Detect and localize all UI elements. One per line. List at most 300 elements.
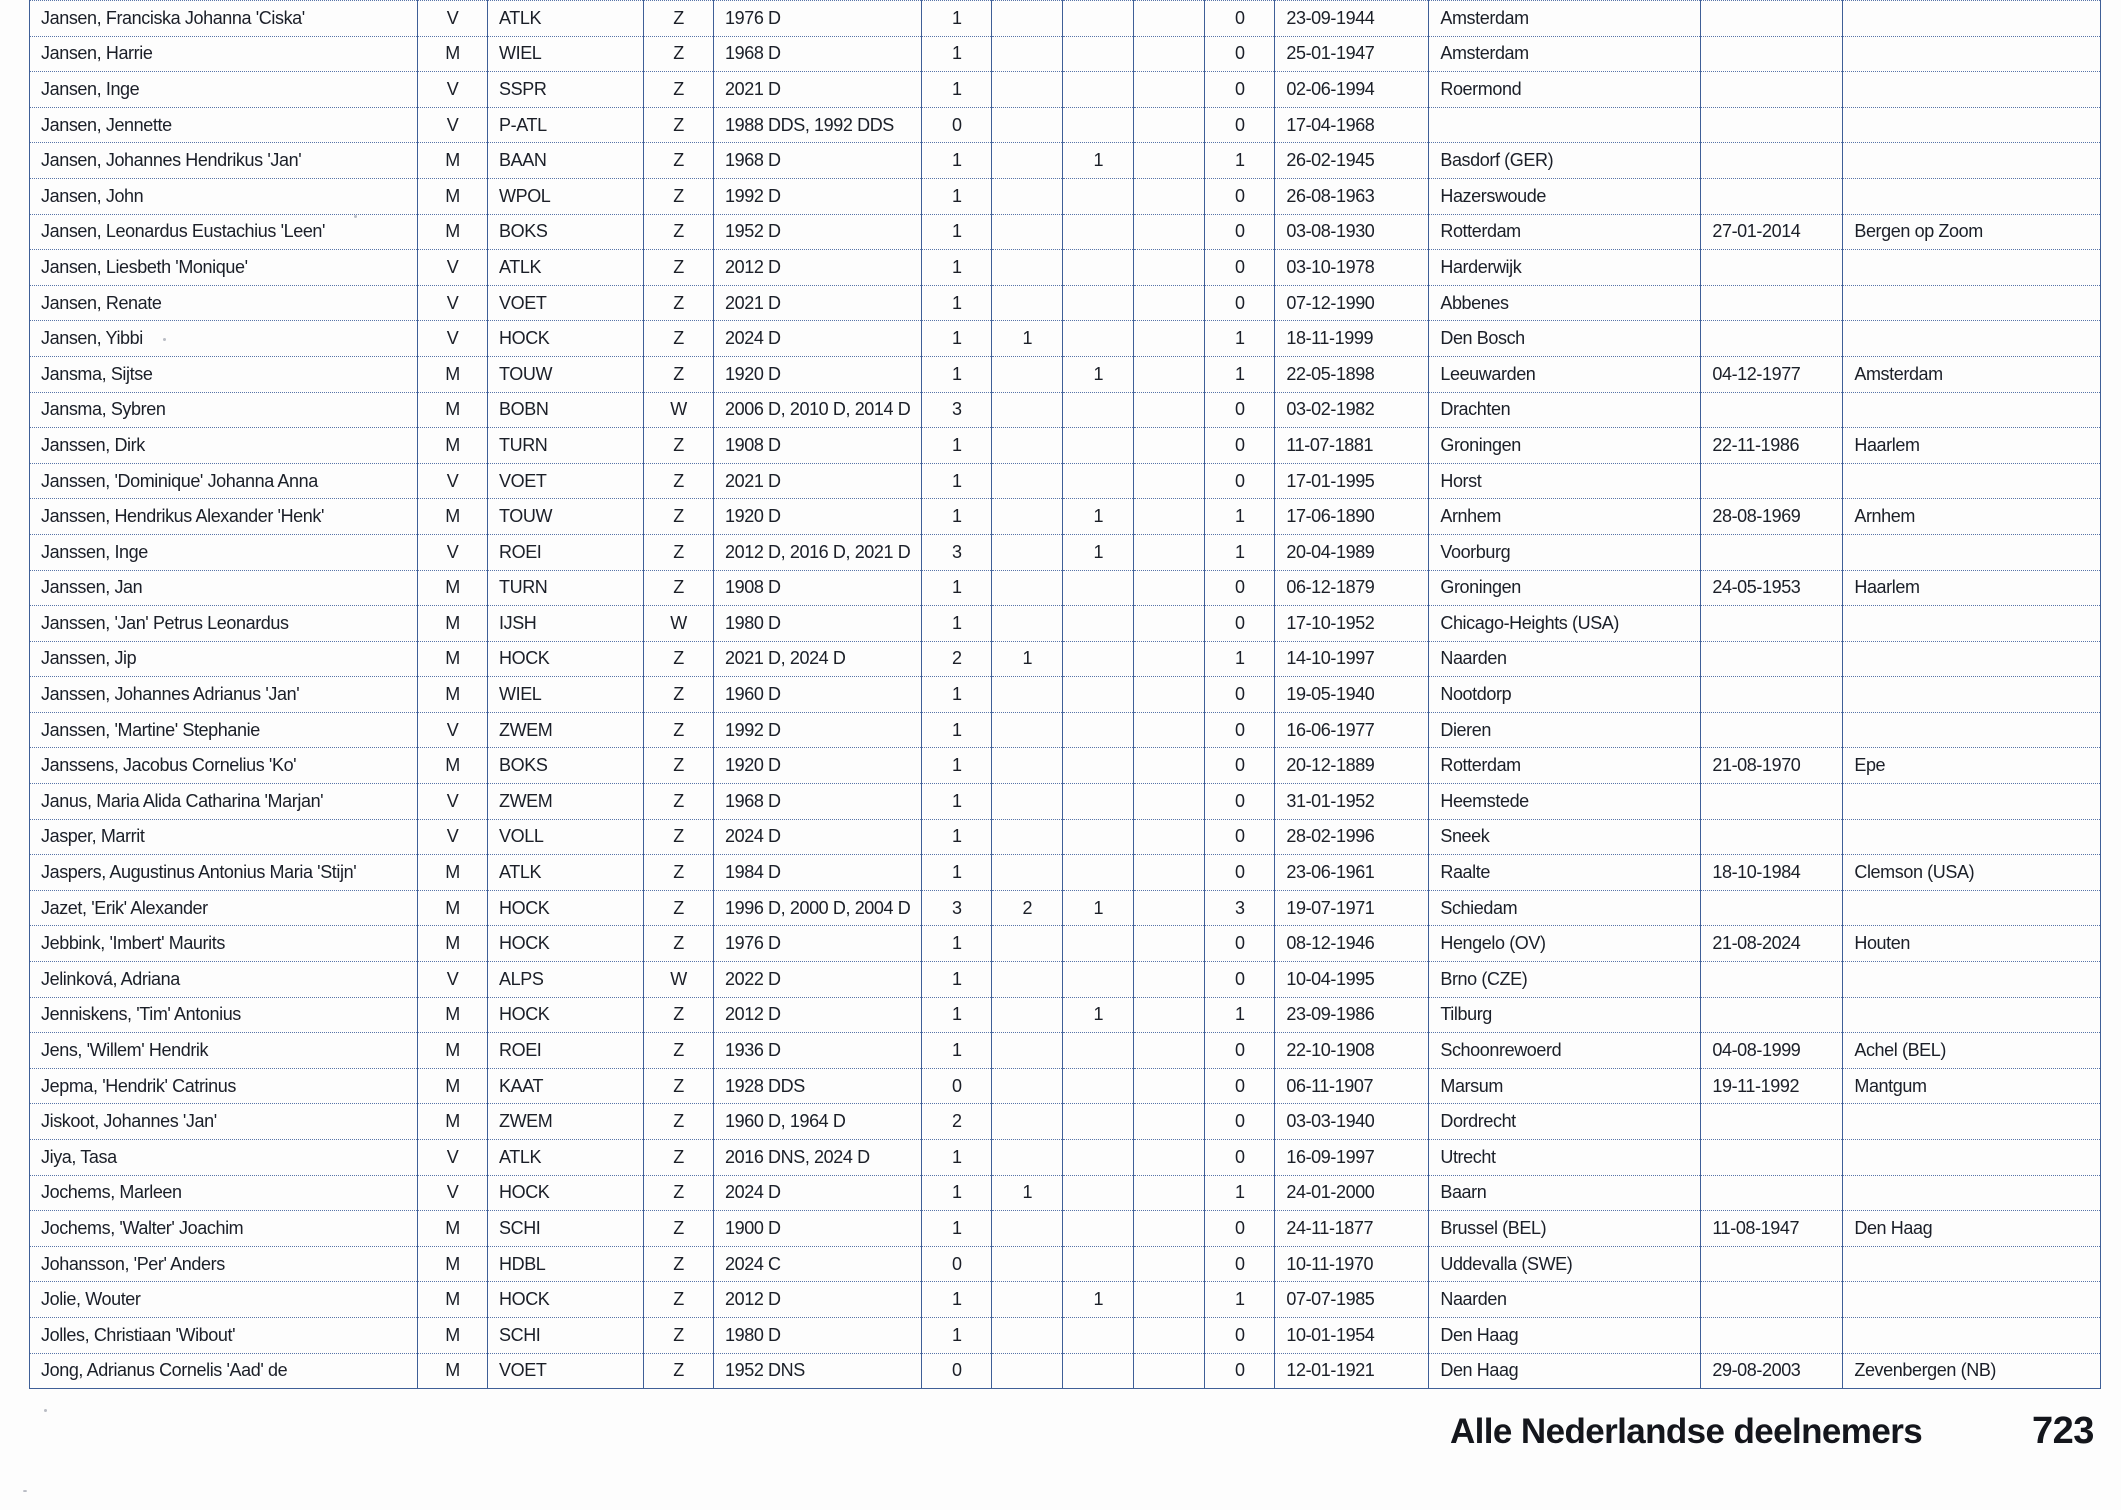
- bronze-cell: [1134, 570, 1205, 606]
- season-cell: Z: [644, 1104, 714, 1140]
- gender-cell: M: [418, 499, 488, 535]
- death-date-cell: [1701, 463, 1843, 499]
- sport-cell: SCHI: [488, 1317, 644, 1353]
- medal-total-cell: 0: [1205, 1246, 1275, 1282]
- season-cell: Z: [644, 178, 714, 214]
- gold-cell: [992, 1033, 1063, 1069]
- participations-cell: 1: [922, 606, 992, 642]
- birth-date-cell: 26-02-1945: [1275, 143, 1429, 179]
- participations-cell: 1: [922, 214, 992, 250]
- gender-cell: M: [418, 570, 488, 606]
- gold-cell: 1: [992, 1175, 1063, 1211]
- medal-total-cell: 1: [1205, 499, 1275, 535]
- medal-total-cell: 0: [1205, 1, 1275, 37]
- scan-speck: [23, 1490, 27, 1492]
- birth-date-cell: 08-12-1946: [1275, 926, 1429, 962]
- birth-date-cell: 23-09-1944: [1275, 1, 1429, 37]
- bronze-cell: [1134, 1068, 1205, 1104]
- death-date-cell: [1701, 321, 1843, 357]
- season-cell: Z: [644, 570, 714, 606]
- death-place-cell: [1843, 36, 2101, 72]
- silver-cell: [1063, 1140, 1134, 1176]
- name-cell: Janssen, Hendrikus Alexander 'Henk': [30, 499, 418, 535]
- sport-cell: HOCK: [488, 1282, 644, 1318]
- gold-cell: [992, 285, 1063, 321]
- gender-cell: M: [418, 214, 488, 250]
- name-cell: Jansen, Johannes Hendrikus 'Jan': [30, 143, 418, 179]
- medal-total-cell: 0: [1205, 178, 1275, 214]
- name-cell: Janssen, Inge: [30, 534, 418, 570]
- games-cell: 1908 D: [714, 428, 922, 464]
- silver-cell: [1063, 1353, 1134, 1389]
- gold-cell: [992, 107, 1063, 143]
- bronze-cell: [1134, 712, 1205, 748]
- bronze-cell: [1134, 855, 1205, 891]
- gender-cell: M: [418, 1317, 488, 1353]
- death-date-cell: [1701, 784, 1843, 820]
- name-cell: Jansma, Sijtse: [30, 356, 418, 392]
- bronze-cell: [1134, 962, 1205, 998]
- season-cell: Z: [644, 356, 714, 392]
- death-date-cell: [1701, 1140, 1843, 1176]
- table-row: [30, 1317, 2101, 1353]
- table-row: [30, 1, 2101, 37]
- gold-cell: [992, 819, 1063, 855]
- name-cell: Jaspers, Augustinus Antonius Maria 'Stijn': [30, 855, 418, 891]
- birth-place-cell: Naarden: [1429, 641, 1701, 677]
- games-cell: 2012 D: [714, 997, 922, 1033]
- birth-date-cell: 24-01-2000: [1275, 1175, 1429, 1211]
- silver-cell: 1: [1063, 143, 1134, 179]
- name-cell: Jazet, 'Erik' Alexander: [30, 890, 418, 926]
- sport-cell: TURN: [488, 570, 644, 606]
- sport-cell: HOCK: [488, 997, 644, 1033]
- bronze-cell: [1134, 36, 1205, 72]
- bronze-cell: [1134, 926, 1205, 962]
- games-cell: 1920 D: [714, 356, 922, 392]
- gender-cell: V: [418, 962, 488, 998]
- birth-place-cell: Marsum: [1429, 1068, 1701, 1104]
- death-place-cell: [1843, 321, 2101, 357]
- sport-cell: ZWEM: [488, 712, 644, 748]
- sport-cell: ATLK: [488, 1140, 644, 1176]
- gender-cell: V: [418, 463, 488, 499]
- participations-cell: 1: [922, 356, 992, 392]
- death-place-cell: [1843, 178, 2101, 214]
- death-date-cell: [1701, 534, 1843, 570]
- gold-cell: 1: [992, 321, 1063, 357]
- table-row: [30, 819, 2101, 855]
- table-row: [30, 1104, 2101, 1140]
- sport-cell: ALPS: [488, 962, 644, 998]
- bronze-cell: [1134, 1033, 1205, 1069]
- birth-date-cell: 18-11-1999: [1275, 321, 1429, 357]
- season-cell: Z: [644, 499, 714, 535]
- gender-cell: M: [418, 1211, 488, 1247]
- name-cell: Jong, Adrianus Cornelis 'Aad' de: [30, 1353, 418, 1389]
- name-cell: Janssen, 'Jan' Petrus Leonardus: [30, 606, 418, 642]
- medal-total-cell: 1: [1205, 997, 1275, 1033]
- birth-place-cell: Schiedam: [1429, 890, 1701, 926]
- bronze-cell: [1134, 72, 1205, 108]
- gold-cell: 1: [992, 641, 1063, 677]
- medal-total-cell: 0: [1205, 712, 1275, 748]
- games-cell: 2024 D: [714, 1175, 922, 1211]
- silver-cell: [1063, 178, 1134, 214]
- sport-cell: ATLK: [488, 250, 644, 286]
- name-cell: Janssen, Dirk: [30, 428, 418, 464]
- death-place-cell: Zevenbergen (NB): [1843, 1353, 2101, 1389]
- birth-date-cell: 20-04-1989: [1275, 534, 1429, 570]
- season-cell: Z: [644, 677, 714, 713]
- name-cell: Jansma, Sybren: [30, 392, 418, 428]
- name-cell: Jansen, Harrie: [30, 36, 418, 72]
- birth-date-cell: 03-02-1982: [1275, 392, 1429, 428]
- bronze-cell: [1134, 250, 1205, 286]
- birth-date-cell: 23-09-1986: [1275, 997, 1429, 1033]
- birth-place-cell: Nootdorp: [1429, 677, 1701, 713]
- gold-cell: [992, 997, 1063, 1033]
- birth-date-cell: 19-05-1940: [1275, 677, 1429, 713]
- silver-cell: [1063, 819, 1134, 855]
- season-cell: Z: [644, 1140, 714, 1176]
- name-cell: Jansen, Jennette: [30, 107, 418, 143]
- medal-total-cell: 0: [1205, 1033, 1275, 1069]
- birth-date-cell: 07-12-1990: [1275, 285, 1429, 321]
- death-date-cell: [1701, 36, 1843, 72]
- death-place-cell: Den Haag: [1843, 1211, 2101, 1247]
- death-date-cell: [1701, 641, 1843, 677]
- medal-total-cell: 0: [1205, 250, 1275, 286]
- season-cell: Z: [644, 1282, 714, 1318]
- gender-cell: M: [418, 178, 488, 214]
- gender-cell: M: [418, 1282, 488, 1318]
- birth-place-cell: Groningen: [1429, 428, 1701, 464]
- sport-cell: ZWEM: [488, 1104, 644, 1140]
- medal-total-cell: 0: [1205, 72, 1275, 108]
- sport-cell: IJSH: [488, 606, 644, 642]
- silver-cell: 1: [1063, 356, 1134, 392]
- season-cell: W: [644, 392, 714, 428]
- games-cell: 2024 C: [714, 1246, 922, 1282]
- sport-cell: ROEI: [488, 534, 644, 570]
- silver-cell: [1063, 1317, 1134, 1353]
- bronze-cell: [1134, 748, 1205, 784]
- games-cell: 2021 D: [714, 72, 922, 108]
- birth-place-cell: Dieren: [1429, 712, 1701, 748]
- birth-date-cell: 28-02-1996: [1275, 819, 1429, 855]
- gender-cell: V: [418, 712, 488, 748]
- sport-cell: TOUW: [488, 499, 644, 535]
- gold-cell: [992, 748, 1063, 784]
- death-place-cell: [1843, 677, 2101, 713]
- death-date-cell: [1701, 1317, 1843, 1353]
- participations-cell: 2: [922, 641, 992, 677]
- participations-cell: 1: [922, 1211, 992, 1247]
- gold-cell: [992, 499, 1063, 535]
- medal-total-cell: 0: [1205, 1068, 1275, 1104]
- birth-date-cell: 10-01-1954: [1275, 1317, 1429, 1353]
- season-cell: Z: [644, 321, 714, 357]
- games-cell: 2024 D: [714, 819, 922, 855]
- silver-cell: 1: [1063, 499, 1134, 535]
- table-row: [30, 285, 2101, 321]
- death-place-cell: Haarlem: [1843, 428, 2101, 464]
- page-number: 723: [2032, 1410, 2094, 1452]
- death-date-cell: [1701, 1175, 1843, 1211]
- gender-cell: V: [418, 321, 488, 357]
- games-cell: 1952 D: [714, 214, 922, 250]
- table-row: [30, 677, 2101, 713]
- birth-date-cell: 17-04-1968: [1275, 107, 1429, 143]
- birth-place-cell: Brussel (BEL): [1429, 1211, 1701, 1247]
- gold-cell: [992, 677, 1063, 713]
- bronze-cell: [1134, 890, 1205, 926]
- season-cell: Z: [644, 285, 714, 321]
- sport-cell: BOKS: [488, 214, 644, 250]
- medal-total-cell: 0: [1205, 463, 1275, 499]
- silver-cell: 1: [1063, 1282, 1134, 1318]
- participations-cell: 3: [922, 392, 992, 428]
- gold-cell: [992, 356, 1063, 392]
- bronze-cell: [1134, 214, 1205, 250]
- season-cell: Z: [644, 926, 714, 962]
- sport-cell: ROEI: [488, 1033, 644, 1069]
- table-row: [30, 392, 2101, 428]
- medal-total-cell: 0: [1205, 285, 1275, 321]
- silver-cell: [1063, 1068, 1134, 1104]
- death-place-cell: [1843, 890, 2101, 926]
- name-cell: Janus, Maria Alida Catharina 'Marjan': [30, 784, 418, 820]
- death-date-cell: 04-12-1977: [1701, 356, 1843, 392]
- season-cell: Z: [644, 712, 714, 748]
- season-cell: Z: [644, 819, 714, 855]
- participations-cell: 0: [922, 1353, 992, 1389]
- death-date-cell: 11-08-1947: [1701, 1211, 1843, 1247]
- table-row: [30, 178, 2101, 214]
- bronze-cell: [1134, 356, 1205, 392]
- gender-cell: M: [418, 1353, 488, 1389]
- birth-place-cell: Horst: [1429, 463, 1701, 499]
- season-cell: Z: [644, 641, 714, 677]
- sport-cell: HOCK: [488, 321, 644, 357]
- medal-total-cell: 0: [1205, 1211, 1275, 1247]
- table-row: [30, 356, 2101, 392]
- death-date-cell: [1701, 250, 1843, 286]
- season-cell: Z: [644, 1, 714, 37]
- gold-cell: [992, 392, 1063, 428]
- birth-place-cell: Baarn: [1429, 1175, 1701, 1211]
- death-date-cell: 21-08-1970: [1701, 748, 1843, 784]
- bronze-cell: [1134, 997, 1205, 1033]
- sport-cell: HOCK: [488, 1175, 644, 1211]
- name-cell: Jenniskens, 'Tim' Antonius: [30, 997, 418, 1033]
- gold-cell: [992, 214, 1063, 250]
- death-date-cell: [1701, 285, 1843, 321]
- silver-cell: [1063, 428, 1134, 464]
- games-cell: 2024 D: [714, 321, 922, 357]
- silver-cell: [1063, 570, 1134, 606]
- birth-date-cell: 03-08-1930: [1275, 214, 1429, 250]
- season-cell: Z: [644, 855, 714, 891]
- birth-place-cell: Chicago-Heights (USA): [1429, 606, 1701, 642]
- medal-total-cell: 0: [1205, 606, 1275, 642]
- name-cell: Jochems, Marleen: [30, 1175, 418, 1211]
- gold-cell: [992, 1140, 1063, 1176]
- season-cell: Z: [644, 72, 714, 108]
- bronze-cell: [1134, 321, 1205, 357]
- participations-cell: 1: [922, 997, 992, 1033]
- medal-total-cell: 0: [1205, 214, 1275, 250]
- gold-cell: [992, 1282, 1063, 1318]
- table-row: [30, 712, 2101, 748]
- death-place-cell: [1843, 72, 2101, 108]
- silver-cell: [1063, 784, 1134, 820]
- games-cell: 1968 D: [714, 784, 922, 820]
- gold-cell: [992, 428, 1063, 464]
- death-date-cell: 04-08-1999: [1701, 1033, 1843, 1069]
- participations-cell: 2: [922, 1104, 992, 1140]
- death-place-cell: [1843, 1175, 2101, 1211]
- birth-place-cell: Amsterdam: [1429, 1, 1701, 37]
- games-cell: 1980 D: [714, 1317, 922, 1353]
- season-cell: Z: [644, 107, 714, 143]
- birth-place-cell: Naarden: [1429, 1282, 1701, 1318]
- gender-cell: M: [418, 641, 488, 677]
- death-place-cell: Houten: [1843, 926, 2101, 962]
- birth-date-cell: 16-09-1997: [1275, 1140, 1429, 1176]
- silver-cell: 1: [1063, 997, 1134, 1033]
- name-cell: Jiya, Tasa: [30, 1140, 418, 1176]
- silver-cell: [1063, 1246, 1134, 1282]
- name-cell: Jansen, Yibbi: [30, 321, 418, 357]
- sport-cell: HOCK: [488, 926, 644, 962]
- death-date-cell: 22-11-1986: [1701, 428, 1843, 464]
- death-place-cell: [1843, 463, 2101, 499]
- silver-cell: 1: [1063, 534, 1134, 570]
- death-date-cell: 18-10-1984: [1701, 855, 1843, 891]
- season-cell: Z: [644, 36, 714, 72]
- sport-cell: WPOL: [488, 178, 644, 214]
- gold-cell: [992, 1104, 1063, 1140]
- season-cell: Z: [644, 890, 714, 926]
- silver-cell: [1063, 641, 1134, 677]
- birth-date-cell: 26-08-1963: [1275, 178, 1429, 214]
- sport-cell: HOCK: [488, 641, 644, 677]
- participations-cell: 1: [922, 1282, 992, 1318]
- bronze-cell: [1134, 677, 1205, 713]
- medal-total-cell: 3: [1205, 890, 1275, 926]
- death-date-cell: [1701, 890, 1843, 926]
- birth-place-cell: Den Haag: [1429, 1353, 1701, 1389]
- bronze-cell: [1134, 285, 1205, 321]
- birth-place-cell: Roermond: [1429, 72, 1701, 108]
- games-cell: 2012 D: [714, 250, 922, 286]
- gender-cell: V: [418, 534, 488, 570]
- birth-place-cell: Hazerswoude: [1429, 178, 1701, 214]
- death-date-cell: [1701, 1282, 1843, 1318]
- table-row: [30, 499, 2101, 535]
- name-cell: Johansson, 'Per' Anders: [30, 1246, 418, 1282]
- table-row: [30, 428, 2101, 464]
- sport-cell: BAAN: [488, 143, 644, 179]
- silver-cell: [1063, 712, 1134, 748]
- participations-cell: 1: [922, 962, 992, 998]
- name-cell: Jansen, Renate: [30, 285, 418, 321]
- birth-date-cell: 06-11-1907: [1275, 1068, 1429, 1104]
- gold-cell: [992, 36, 1063, 72]
- gender-cell: M: [418, 1033, 488, 1069]
- death-date-cell: [1701, 178, 1843, 214]
- bronze-cell: [1134, 641, 1205, 677]
- sport-cell: HDBL: [488, 1246, 644, 1282]
- gender-cell: M: [418, 356, 488, 392]
- silver-cell: [1063, 1104, 1134, 1140]
- death-place-cell: Amsterdam: [1843, 356, 2101, 392]
- death-place-cell: [1843, 712, 2101, 748]
- birth-date-cell: 23-06-1961: [1275, 855, 1429, 891]
- name-cell: Jepma, 'Hendrik' Catrinus: [30, 1068, 418, 1104]
- games-cell: 2021 D: [714, 285, 922, 321]
- bronze-cell: [1134, 1211, 1205, 1247]
- death-place-cell: [1843, 784, 2101, 820]
- death-date-cell: [1701, 392, 1843, 428]
- medal-total-cell: 1: [1205, 1282, 1275, 1318]
- gold-cell: [992, 1211, 1063, 1247]
- medal-total-cell: 0: [1205, 36, 1275, 72]
- death-place-cell: Epe: [1843, 748, 2101, 784]
- participations-cell: 1: [922, 72, 992, 108]
- participations-cell: 1: [922, 36, 992, 72]
- birth-date-cell: 17-06-1890: [1275, 499, 1429, 535]
- name-cell: Jelinková, Adriana: [30, 962, 418, 998]
- name-cell: Jansen, Franciska Johanna 'Ciska': [30, 1, 418, 37]
- participations-cell: 1: [922, 819, 992, 855]
- table-row: [30, 748, 2101, 784]
- silver-cell: [1063, 36, 1134, 72]
- medal-total-cell: 0: [1205, 748, 1275, 784]
- death-date-cell: 29-08-2003: [1701, 1353, 1843, 1389]
- birth-date-cell: 10-11-1970: [1275, 1246, 1429, 1282]
- table-row: [30, 962, 2101, 998]
- season-cell: Z: [644, 463, 714, 499]
- gold-cell: [992, 570, 1063, 606]
- participations-cell: 1: [922, 178, 992, 214]
- bronze-cell: [1134, 392, 1205, 428]
- name-cell: Jens, 'Willem' Hendrik: [30, 1033, 418, 1069]
- footer-title: Alle Nederlandse deelnemers: [1450, 1412, 1923, 1451]
- birth-date-cell: 07-07-1985: [1275, 1282, 1429, 1318]
- medal-total-cell: 1: [1205, 534, 1275, 570]
- games-cell: 1996 D, 2000 D, 2004 D: [714, 890, 922, 926]
- death-place-cell: [1843, 819, 2101, 855]
- birth-place-cell: Utrecht: [1429, 1140, 1701, 1176]
- medal-total-cell: 1: [1205, 641, 1275, 677]
- death-date-cell: [1701, 712, 1843, 748]
- sport-cell: TOUW: [488, 356, 644, 392]
- gold-cell: [992, 534, 1063, 570]
- death-place-cell: [1843, 285, 2101, 321]
- table-row: [30, 214, 2101, 250]
- birth-place-cell: Den Bosch: [1429, 321, 1701, 357]
- season-cell: Z: [644, 428, 714, 464]
- death-date-cell: [1701, 143, 1843, 179]
- bronze-cell: [1134, 107, 1205, 143]
- birth-place-cell: Brno (CZE): [1429, 962, 1701, 998]
- participations-cell: 1: [922, 250, 992, 286]
- birth-date-cell: 03-10-1978: [1275, 250, 1429, 286]
- silver-cell: [1063, 392, 1134, 428]
